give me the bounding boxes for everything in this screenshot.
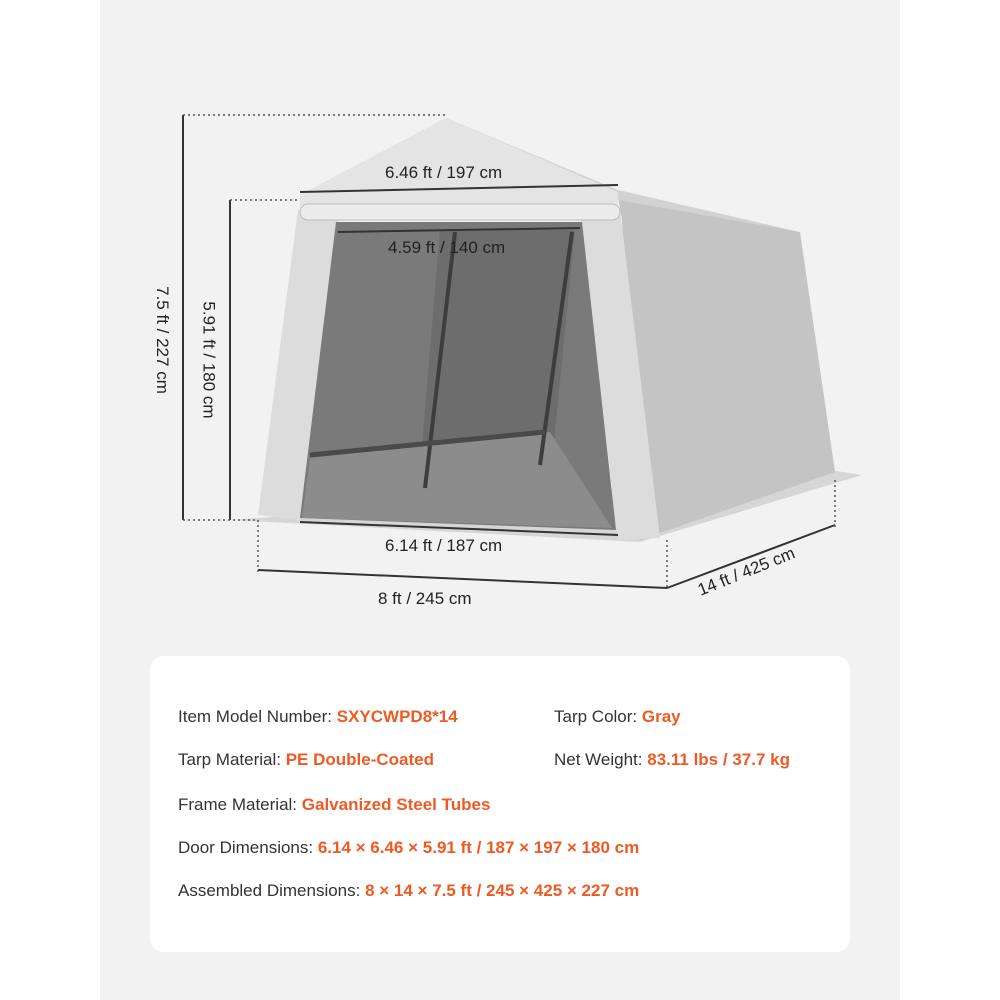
- spec-door-dimensions-value: 6.14 × 6.46 × 5.91 ft / 187 × 197 × 180 cm: [317, 838, 640, 857]
- spec-net-weight: [554, 750, 790, 770]
- total-width-line: [258, 570, 667, 588]
- spec-tarp-color: [554, 707, 681, 727]
- tent-inner-back: [420, 230, 575, 470]
- spec-net-weight-value: 83.11 lbs / 37.7 kg: [647, 750, 790, 769]
- door-top-width-label: 6.46 ft / 197 cm: [385, 163, 503, 182]
- spec-model: [178, 707, 458, 727]
- spec-door-dimensions-label: Door Dimensions:: [178, 838, 314, 857]
- total-height-label: 7.5 ft / 227 cm: [152, 286, 172, 394]
- spec-assembled-dimensions-label: Assembled Dimensions:: [178, 881, 361, 900]
- spec-model-value: SXYCWPD8*14: [336, 707, 458, 726]
- total-width-label: 8 ft / 245 cm: [378, 589, 472, 608]
- door-height-label: 5.91 ft / 180 cm: [199, 301, 219, 419]
- spec-model-label: Item Model Number:: [178, 707, 332, 726]
- spec-tarp-material: [178, 750, 434, 770]
- total-length-label: 14 ft / 425 cm: [695, 543, 798, 600]
- spec-card: [150, 656, 850, 952]
- door-bottom-width-label: 6.14 ft / 187 cm: [385, 536, 503, 555]
- spec-frame-material: [178, 795, 490, 815]
- spec-assembled-dimensions-value: 8 × 14 × 7.5 ft / 245 × 425 × 227 cm: [365, 881, 640, 900]
- spec-tarp-material-value: PE Double-Coated: [285, 750, 435, 769]
- spec-tarp-color-value: Gray: [641, 707, 681, 726]
- spec-net-weight-label: Net Weight:: [554, 750, 643, 769]
- inner-width-label: 4.59 ft / 140 cm: [388, 238, 506, 257]
- spec-tarp-color-label: Tarp Color:: [554, 707, 638, 726]
- spec-frame-material-label: Frame Material:: [178, 795, 298, 814]
- spec-frame-material-value: Galvanized Steel Tubes: [301, 795, 491, 814]
- spec-door-dimensions: [178, 838, 639, 858]
- spec-tarp-material-label: Tarp Material:: [178, 750, 281, 769]
- spec-assembled-dimensions: [178, 881, 639, 901]
- tent-rolled-door: [300, 204, 620, 220]
